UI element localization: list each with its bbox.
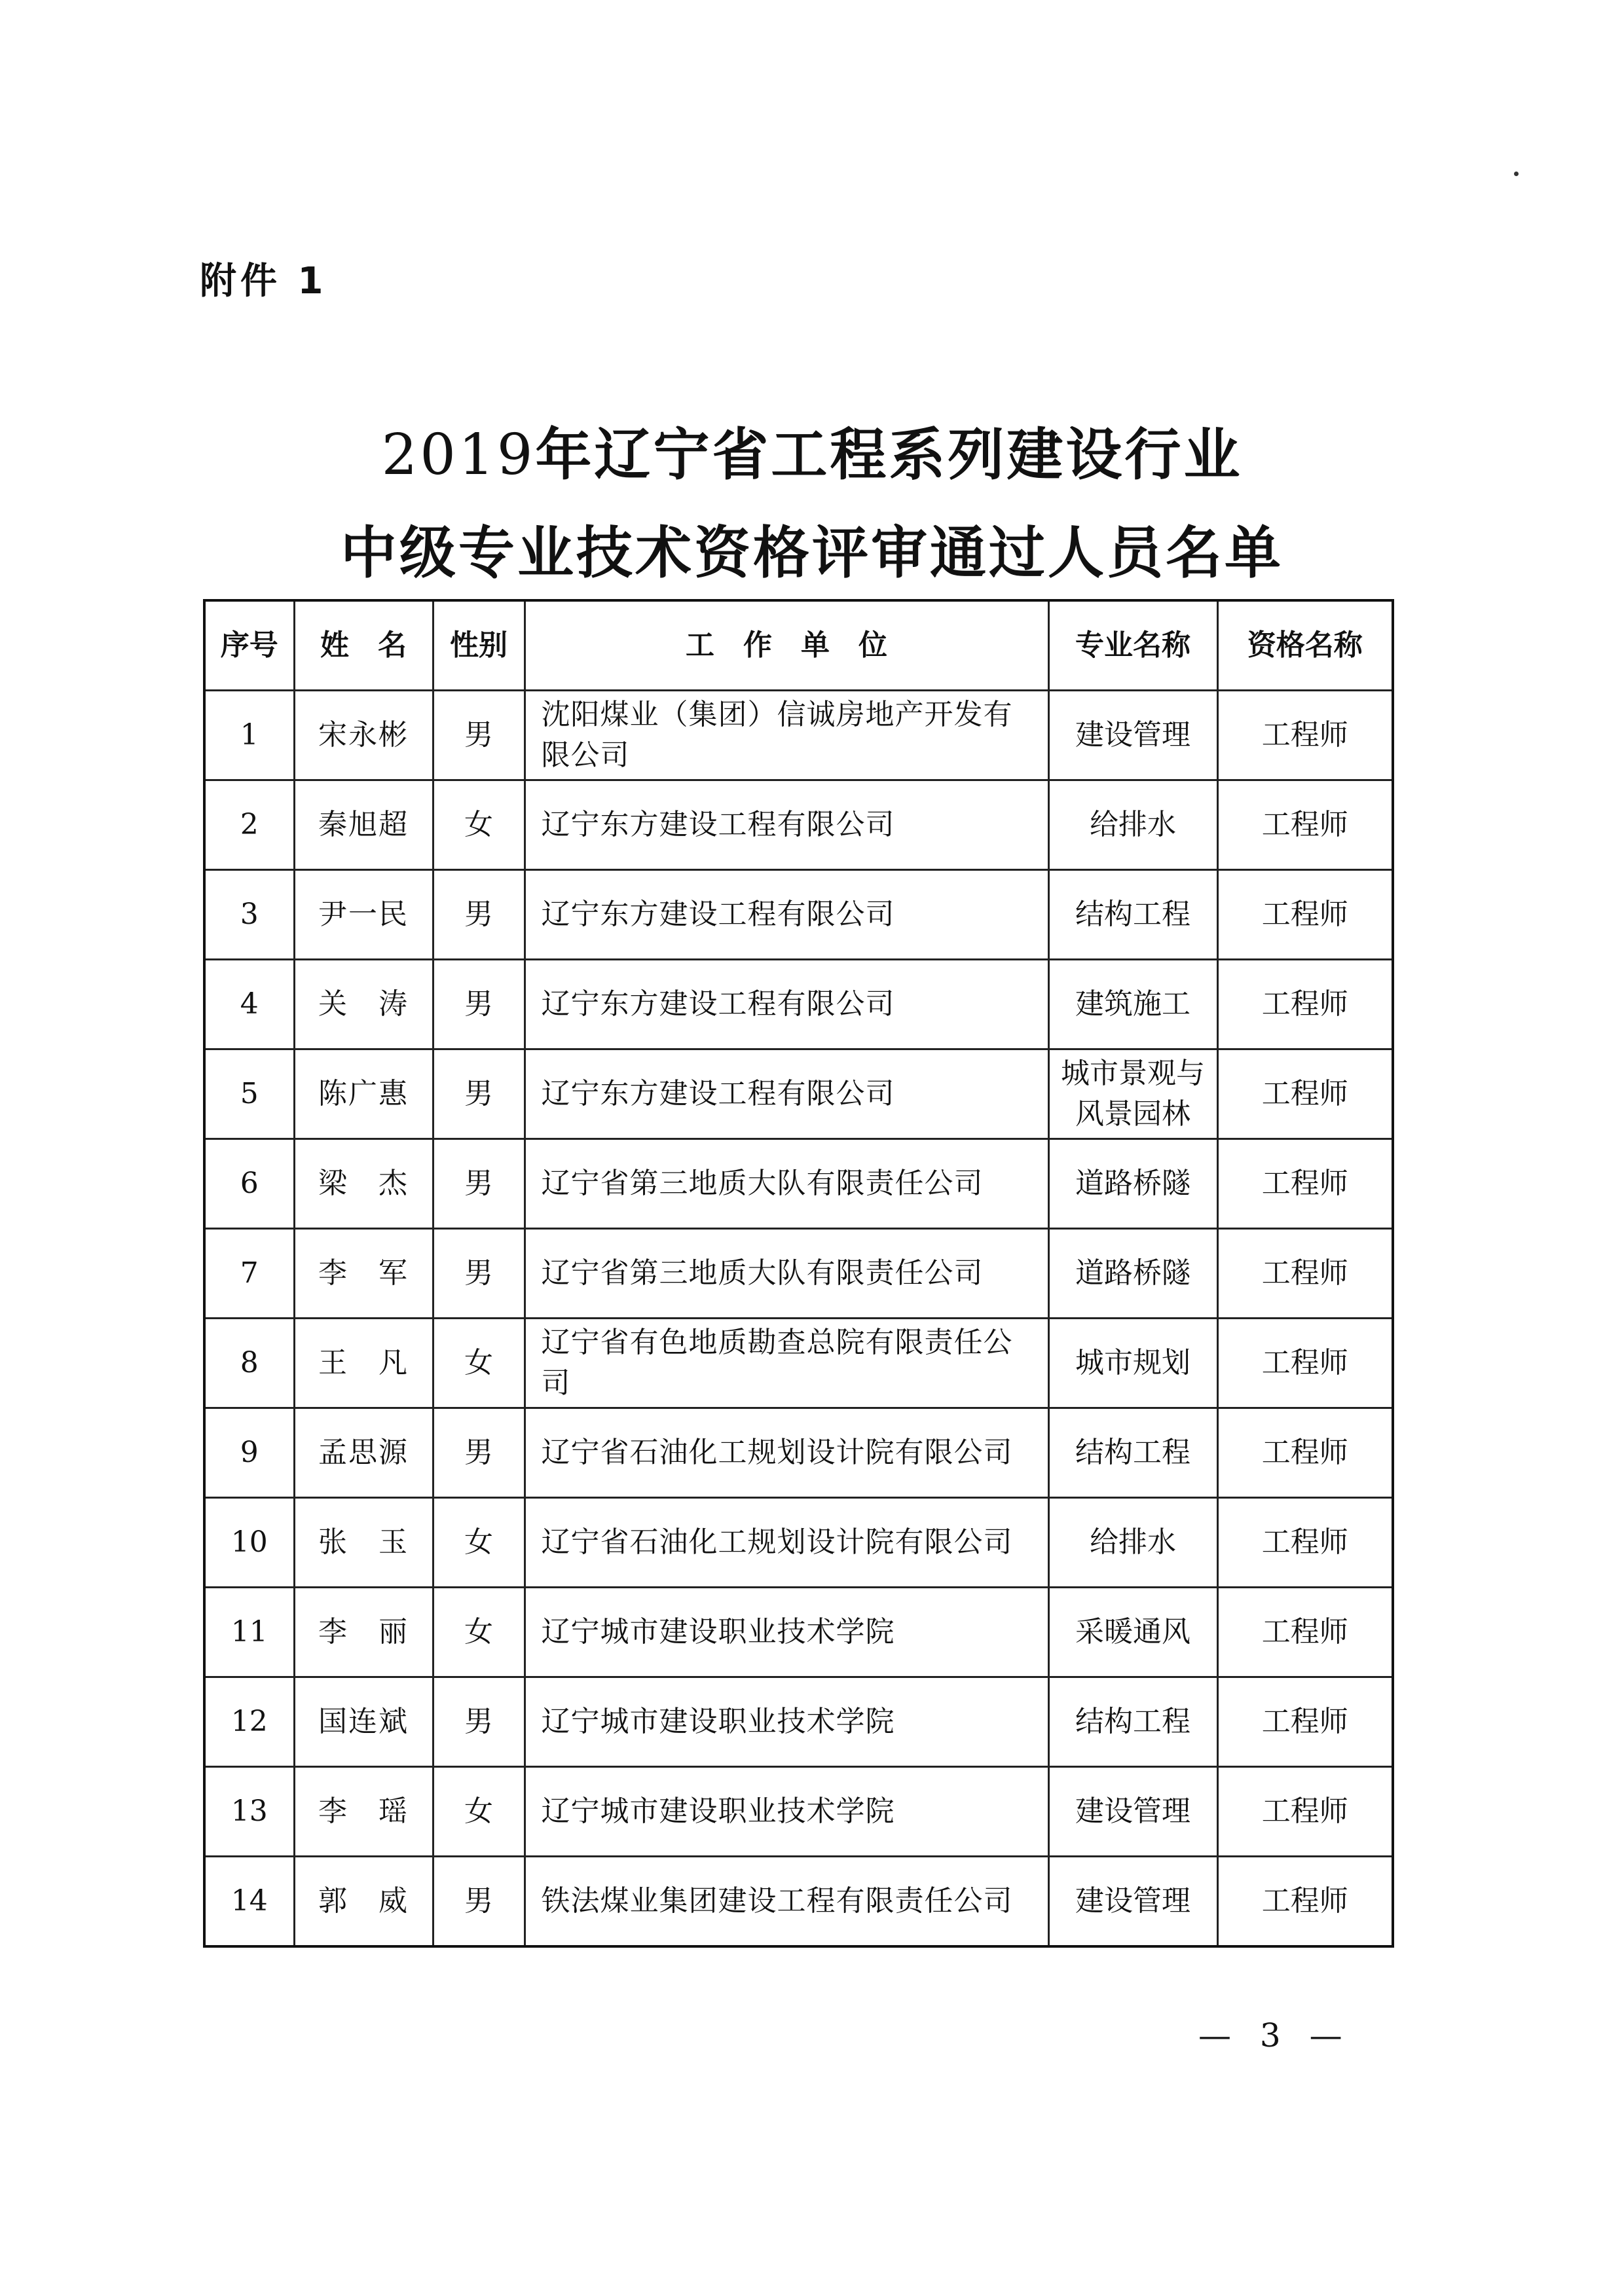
attachment-label: 附件 1 <box>200 260 327 302</box>
cell-name: 李 丽 <box>294 1588 433 1677</box>
table-header-row <box>204 600 1393 691</box>
cell-qualification: 工程师 <box>1217 1498 1393 1588</box>
table-row <box>204 1677 1393 1767</box>
cell-work-unit: 辽宁城市建设职业技术学院 <box>525 1677 1048 1767</box>
cell-gender: 女 <box>433 1588 525 1677</box>
cell-serial-number: 1 <box>204 691 294 780</box>
cell-serial-number: 4 <box>204 960 294 1049</box>
cell-work-unit: 沈阳煤业（集团）信诚房地产开发有限公司 <box>525 691 1048 780</box>
cell-name: 梁 杰 <box>294 1139 433 1229</box>
cell-gender: 男 <box>433 1677 525 1767</box>
table-row <box>204 1857 1393 1947</box>
table-row <box>204 691 1393 780</box>
header-serial-number: 序号 <box>204 600 294 691</box>
cell-serial-number: 8 <box>204 1319 294 1408</box>
cell-serial-number: 13 <box>204 1767 294 1857</box>
table-row <box>204 1767 1393 1857</box>
cell-qualification: 工程师 <box>1217 1588 1393 1677</box>
header-work-unit: 工 作 单 位 <box>525 600 1048 691</box>
cell-name: 张 玉 <box>294 1498 433 1588</box>
table-row <box>204 870 1393 960</box>
cell-work-unit: 辽宁省第三地质大队有限责任公司 <box>525 1229 1048 1319</box>
cell-major: 采暖通风 <box>1048 1588 1217 1677</box>
cell-gender: 男 <box>433 691 525 780</box>
cell-work-unit: 辽宁省第三地质大队有限责任公司 <box>525 1139 1048 1229</box>
cell-qualification: 工程师 <box>1217 1319 1393 1408</box>
cell-major: 城市规划 <box>1048 1319 1217 1408</box>
cell-serial-number: 10 <box>204 1498 294 1588</box>
cell-gender: 女 <box>433 1498 525 1588</box>
cell-serial-number: 5 <box>204 1049 294 1139</box>
cell-qualification: 工程师 <box>1217 1229 1393 1319</box>
cell-serial-number: 11 <box>204 1588 294 1677</box>
cell-major: 建筑施工 <box>1048 960 1217 1049</box>
cell-work-unit: 辽宁省石油化工规划设计院有限公司 <box>525 1408 1048 1498</box>
table-row <box>204 1229 1393 1319</box>
cell-serial-number: 2 <box>204 780 294 870</box>
cell-work-unit: 辽宁省石油化工规划设计院有限公司 <box>525 1498 1048 1588</box>
cell-gender: 男 <box>433 1408 525 1498</box>
cell-qualification: 工程师 <box>1217 780 1393 870</box>
cell-serial-number: 9 <box>204 1408 294 1498</box>
header-gender: 性别 <box>433 600 525 691</box>
cell-serial-number: 6 <box>204 1139 294 1229</box>
cell-major: 城市景观与风景园林 <box>1048 1049 1217 1139</box>
table-row <box>204 1588 1393 1677</box>
cell-gender: 男 <box>433 960 525 1049</box>
cell-qualification: 工程师 <box>1217 1677 1393 1767</box>
cell-gender: 男 <box>433 1139 525 1229</box>
cell-major: 道路桥隧 <box>1048 1139 1217 1229</box>
cell-major: 建设管理 <box>1048 691 1217 780</box>
cell-name: 秦旭超 <box>294 780 433 870</box>
cell-name: 陈广惠 <box>294 1049 433 1139</box>
cell-qualification: 工程师 <box>1217 1139 1393 1229</box>
table-row <box>204 960 1393 1049</box>
cell-name: 宋永彬 <box>294 691 433 780</box>
title-year: 2019 <box>381 422 536 488</box>
table-row <box>204 780 1393 870</box>
cell-qualification: 工程师 <box>1217 870 1393 960</box>
header-qualification: 资格名称 <box>1217 600 1393 691</box>
document-title-line-1 <box>0 409 1624 490</box>
title-line-1-text: 年辽宁省工程系列建设行业 <box>535 422 1243 488</box>
cell-qualification: 工程师 <box>1217 1767 1393 1857</box>
cell-major: 结构工程 <box>1048 870 1217 960</box>
cell-qualification: 工程师 <box>1217 960 1393 1049</box>
table-row <box>204 1139 1393 1229</box>
cell-qualification: 工程师 <box>1217 1408 1393 1498</box>
cell-name: 国连斌 <box>294 1677 433 1767</box>
personnel-table <box>203 599 1394 1948</box>
table-row <box>204 1319 1393 1408</box>
cell-major: 建设管理 <box>1048 1857 1217 1947</box>
cell-qualification: 工程师 <box>1217 1049 1393 1139</box>
cell-name: 李 瑶 <box>294 1767 433 1857</box>
cell-major: 结构工程 <box>1048 1677 1217 1767</box>
cell-name: 孟思源 <box>294 1408 433 1498</box>
cell-serial-number: 7 <box>204 1229 294 1319</box>
header-name: 姓 名 <box>294 600 433 691</box>
page-number: — 3 — <box>1198 2016 1352 2054</box>
cell-gender: 女 <box>433 780 525 870</box>
cell-work-unit: 辽宁东方建设工程有限公司 <box>525 960 1048 1049</box>
cell-gender: 男 <box>433 1229 525 1319</box>
cell-major: 建设管理 <box>1048 1767 1217 1857</box>
cell-work-unit: 辽宁东方建设工程有限公司 <box>525 780 1048 870</box>
cell-work-unit: 铁法煤业集团建设工程有限责任公司 <box>525 1857 1048 1947</box>
scan-speck <box>1514 172 1519 176</box>
cell-work-unit: 辽宁城市建设职业技术学院 <box>525 1767 1048 1857</box>
cell-work-unit: 辽宁省有色地质勘查总院有限责任公司 <box>525 1319 1048 1408</box>
table-row <box>204 1498 1393 1588</box>
cell-major: 给排水 <box>1048 780 1217 870</box>
document-title-line-2: 中级专业技术资格评审通过人员名单 <box>341 520 1283 586</box>
cell-major: 结构工程 <box>1048 1408 1217 1498</box>
cell-qualification: 工程师 <box>1217 691 1393 780</box>
header-major: 专业名称 <box>1048 600 1217 691</box>
cell-name: 郭 威 <box>294 1857 433 1947</box>
cell-name: 李 军 <box>294 1229 433 1319</box>
cell-gender: 女 <box>433 1767 525 1857</box>
cell-name: 王 凡 <box>294 1319 433 1408</box>
cell-serial-number: 12 <box>204 1677 294 1767</box>
cell-work-unit: 辽宁城市建设职业技术学院 <box>525 1588 1048 1677</box>
cell-gender: 女 <box>433 1319 525 1408</box>
cell-serial-number: 14 <box>204 1857 294 1947</box>
cell-major: 道路桥隧 <box>1048 1229 1217 1319</box>
cell-gender: 男 <box>433 1857 525 1947</box>
cell-name: 关 涛 <box>294 960 433 1049</box>
table-row <box>204 1049 1393 1139</box>
table-row <box>204 1408 1393 1498</box>
cell-work-unit: 辽宁东方建设工程有限公司 <box>525 1049 1048 1139</box>
cell-name: 尹一民 <box>294 870 433 960</box>
cell-work-unit: 辽宁东方建设工程有限公司 <box>525 870 1048 960</box>
cell-major: 给排水 <box>1048 1498 1217 1588</box>
cell-gender: 男 <box>433 1049 525 1139</box>
cell-qualification: 工程师 <box>1217 1857 1393 1947</box>
cell-gender: 男 <box>433 870 525 960</box>
cell-serial-number: 3 <box>204 870 294 960</box>
